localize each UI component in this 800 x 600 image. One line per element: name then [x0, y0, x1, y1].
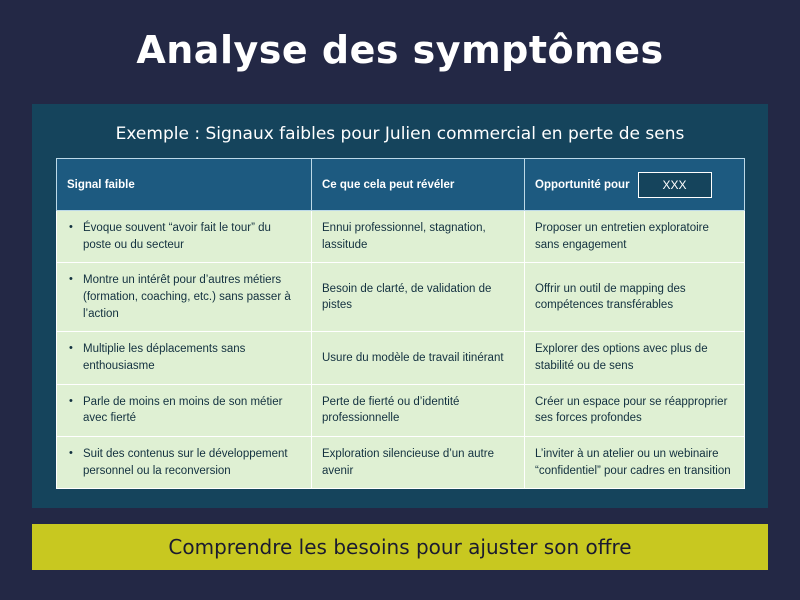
- table-row: [57, 332, 745, 384]
- table-header: [57, 159, 745, 211]
- cell-opportunity: L’inviter à un atelier ou un webinaire “confidentiel” pour cadres en transition: [525, 437, 745, 489]
- page-title: Analyse des symptômes: [136, 28, 664, 72]
- bullet-icon: •: [69, 273, 73, 286]
- cell-signal-text: Évoque souvent “avoir fait le tour” du poste ou du secteur: [83, 222, 271, 251]
- cell-reveals: Usure du modèle de travail itinérant: [312, 332, 525, 384]
- column-header-reveals: [312, 159, 525, 211]
- cell-signal-text: Suit des contenus sur le développement personnel ou la reconversion: [83, 448, 288, 477]
- placeholder-badge: XXX: [638, 172, 712, 198]
- cell-opportunity: Offrir un outil de mapping des compétences transférables: [525, 263, 745, 332]
- cell-reveals: Exploration silencieuse d’un autre avenir: [312, 437, 525, 489]
- cell-signal: [57, 263, 312, 332]
- column-header-signal: [57, 159, 312, 211]
- bullet-icon: •: [69, 394, 73, 407]
- table-body: [57, 211, 745, 489]
- cell-reveals: Besoin de clarté, de validation de pistes: [312, 263, 525, 332]
- cell-opportunity: Explorer des options avec plus de stabilité ou de sens: [525, 332, 745, 384]
- panel-subtitle: Exemple : Signaux faibles pour Julien commercial en perte de sens: [115, 124, 685, 144]
- symptoms-table: [56, 158, 745, 489]
- cell-signal-text: Montre un intérêt pour d’autres métiers (formation, coaching, etc.) sans passer à l’action: [83, 274, 291, 320]
- bullet-icon: •: [69, 447, 73, 460]
- cell-opportunity: Créer un espace pour se réapproprier ses forces profondes: [525, 384, 745, 436]
- cell-signal-text: Multiplie les déplacements sans enthousiasme: [83, 343, 246, 373]
- table-row: [57, 263, 745, 332]
- column-header-opportunity: [525, 159, 745, 211]
- table-row: [57, 437, 745, 489]
- footer-banner: [32, 524, 768, 570]
- cell-signal: [57, 384, 312, 436]
- cell-reveals: Perte de fierté ou d’identité professionnelle: [312, 384, 525, 436]
- cell-opportunity: Proposer un entretien exploratoire sans engagement: [525, 211, 745, 263]
- column-header-signal-label: Signal faible: [67, 178, 135, 191]
- cell-signal-text: Parle de moins en moins de son métier avec fierté: [83, 395, 283, 425]
- content-panel: [32, 104, 768, 508]
- table-row: [57, 384, 745, 436]
- cell-reveals: Ennui professionnel, stagnation, lassitude: [312, 211, 525, 263]
- table-header-row: [57, 159, 745, 211]
- cell-signal: [57, 437, 312, 489]
- bullet-icon: •: [69, 342, 73, 355]
- column-header-opportunity-label: Opportunité pour: [535, 178, 630, 191]
- footer-text: Comprendre les besoins pour ajuster son offre: [168, 535, 632, 559]
- table-row: [57, 211, 745, 263]
- bullet-icon: •: [69, 221, 73, 233]
- cell-signal: [57, 211, 312, 263]
- column-header-reveals-label: Ce que cela peut révéler: [322, 178, 455, 191]
- cell-signal: [57, 332, 312, 384]
